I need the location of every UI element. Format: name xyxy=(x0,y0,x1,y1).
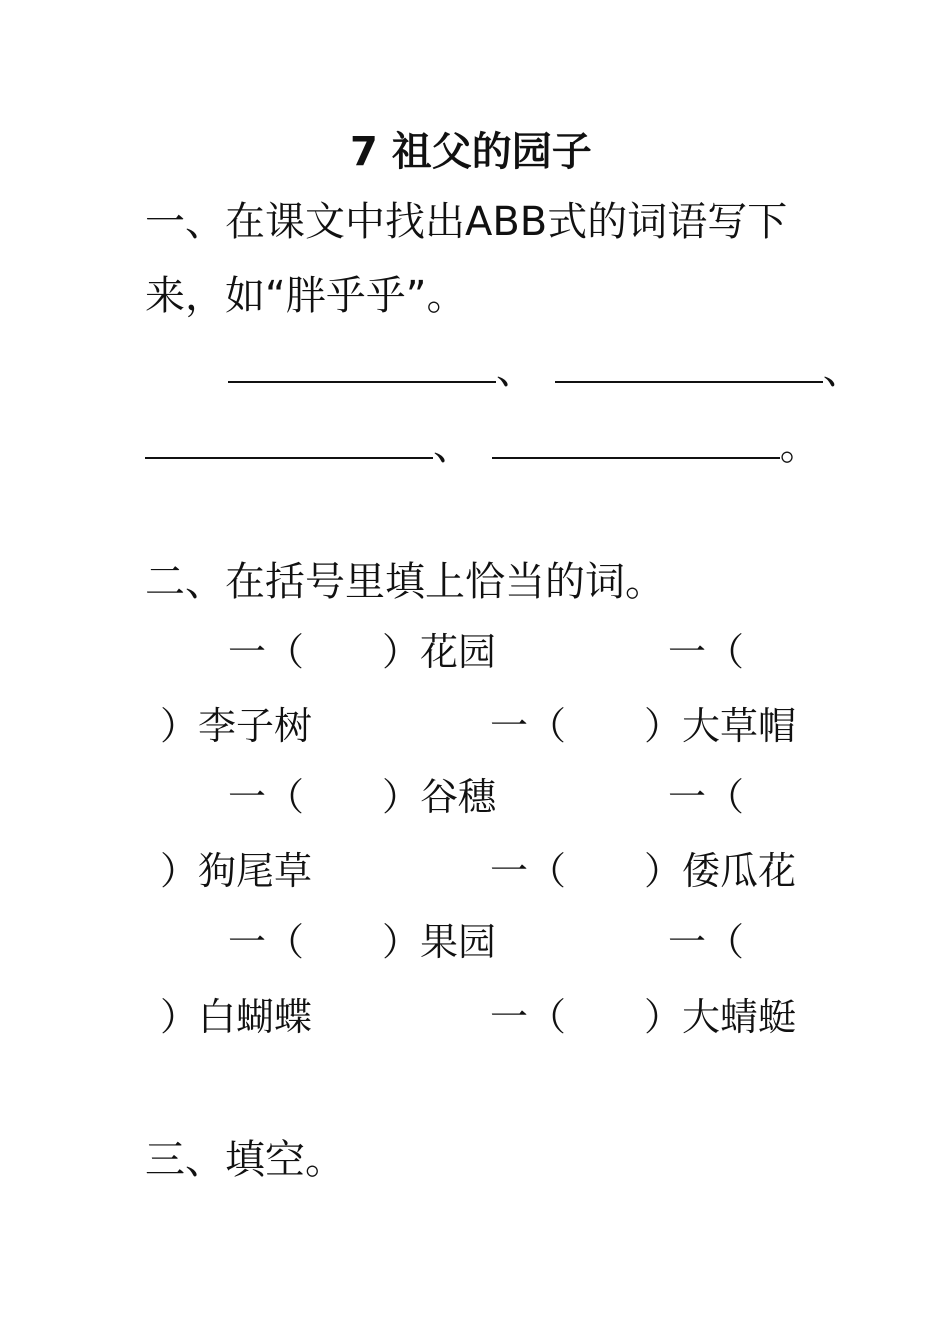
prefix: 一（ xyxy=(228,775,305,819)
prefix: 一（ xyxy=(668,630,745,674)
prefix: 一（ xyxy=(490,704,567,748)
fill-item-4 xyxy=(228,773,496,821)
close-paren: ） xyxy=(644,704,683,748)
fill-item-7 xyxy=(228,918,496,966)
fill-item-8-word xyxy=(160,993,312,1041)
fill-item-6 xyxy=(490,847,796,895)
separator: 、 xyxy=(433,423,473,469)
word: 花园 xyxy=(420,630,497,674)
fill-item-8-prefix xyxy=(668,918,822,966)
word: 谷穗 xyxy=(420,775,497,819)
word: 大草帽 xyxy=(682,704,797,748)
fill-item-1 xyxy=(228,628,496,676)
prefix: 一（ xyxy=(490,849,567,893)
prefix: 一（ xyxy=(490,995,567,1039)
blank-row-1 xyxy=(228,346,863,394)
word: 狗尾草 xyxy=(198,849,313,893)
answer-blank-1[interactable] xyxy=(228,351,496,383)
answer-blank-3[interactable] xyxy=(145,427,433,459)
word: 大蜻蜓 xyxy=(682,995,797,1039)
section2-heading: 二、在括号里填上恰当的词。 xyxy=(145,559,665,605)
section3-heading: 三、填空。 xyxy=(145,1137,345,1183)
word: 白蝴蝶 xyxy=(198,995,313,1039)
fill-item-9 xyxy=(490,993,796,1041)
answer-blank-2[interactable] xyxy=(555,351,823,383)
prefix: 一（ xyxy=(228,920,305,964)
blank-row-2 xyxy=(145,422,820,470)
close-paren: ） xyxy=(160,995,199,1039)
close-paren: ） xyxy=(644,849,683,893)
period: 。 xyxy=(779,423,820,469)
fill-item-3 xyxy=(490,702,796,750)
fill-item-5-word xyxy=(160,847,312,895)
close-paren: ） xyxy=(644,995,683,1039)
separator: 、 xyxy=(822,347,863,393)
close-paren: ） xyxy=(160,704,199,748)
fill-item-2-word xyxy=(160,702,312,750)
fill-item-2-prefix xyxy=(668,628,822,676)
section1-heading-line1: 一、在课文中找出ABB式的词语写下 xyxy=(145,199,788,245)
close-paren: ） xyxy=(160,849,199,893)
separator: 、 xyxy=(496,347,536,393)
close-paren: ） xyxy=(382,630,421,674)
prefix: 一（ xyxy=(668,920,745,964)
answer-blank-4[interactable] xyxy=(492,427,780,459)
prefix: 一（ xyxy=(668,775,745,819)
word: 果园 xyxy=(420,920,497,964)
fill-item-5-prefix xyxy=(668,773,822,821)
close-paren: ） xyxy=(382,775,421,819)
prefix: 一（ xyxy=(228,630,305,674)
word: 倭瓜花 xyxy=(682,849,797,893)
section1-heading-line2: 来，如“胖乎乎”。 xyxy=(145,273,467,319)
word: 李子树 xyxy=(198,704,313,748)
close-paren: ） xyxy=(382,920,421,964)
page-title: 7 祖父的园子 xyxy=(350,129,592,175)
